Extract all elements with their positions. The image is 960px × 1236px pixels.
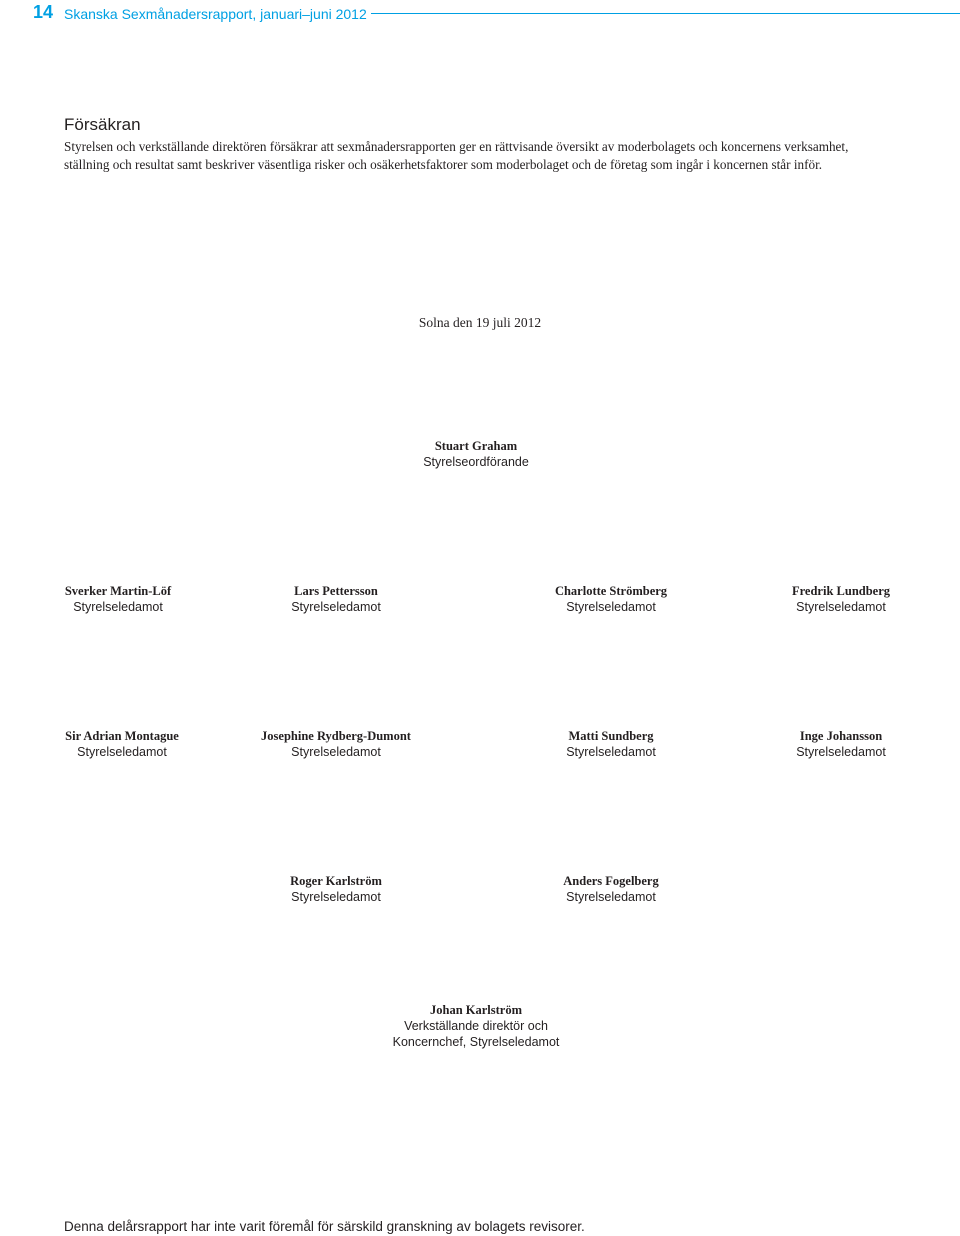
signatory-name: Sir Adrian Montague — [65, 729, 179, 743]
signatory-role: Styrelseordförande — [423, 455, 529, 469]
signature-block — [563, 873, 658, 905]
signatory-name: Charlotte Strömberg — [554, 584, 668, 598]
signatory-role: Styrelseledamot — [566, 745, 656, 759]
signatory-role: Styrelseledamot — [77, 745, 167, 759]
header-rule — [371, 13, 960, 14]
signatory-role: Styrelseledamot — [291, 890, 381, 904]
signatory-name: Inge Johansson — [799, 729, 883, 743]
signatory-role: Styrelseledamot — [796, 745, 886, 759]
signatory-name: Fredrik Lundberg — [791, 584, 891, 598]
signatory-role: Verkställande direktör och — [404, 1019, 548, 1033]
signatory-role: Styrelseledamot — [73, 600, 163, 614]
page-number: 14 — [33, 2, 54, 22]
signatory-name: Johan Karlström — [429, 1003, 523, 1017]
signature-block — [792, 583, 890, 615]
signature-block — [555, 583, 667, 615]
section-body: Styrelsen och verkställande direktören försäkrar att sexmånadersrapporten ger en rättvisande översikt av moderbolagets och koncernens verksamhet, ställning och resultat samt beskriver väsentliga risker och osäkerhetsfaktorer som moderbolaget och de företag som ingår i koncernen står inför. — [64, 139, 849, 172]
signature-block — [290, 873, 382, 905]
signature-block — [65, 728, 179, 760]
signature-block — [261, 728, 411, 760]
signature-block — [566, 728, 656, 760]
signatory-role: Styrelseledamot — [291, 600, 381, 614]
page-header — [0, 0, 960, 30]
report-title: Skanska Sexmånadersrapport, januari–juni 2012 — [64, 6, 367, 22]
signatory-name: Anders Fogelberg — [563, 874, 659, 888]
signature-block — [65, 583, 171, 615]
signatory-name: Lars Pettersson — [294, 584, 378, 598]
signatory-role: Koncernchef, Styrelseledamot — [392, 1035, 560, 1049]
signature-block — [291, 583, 381, 615]
signatory-role: Styrelseledamot — [566, 600, 656, 614]
signature-ceo — [393, 1002, 560, 1050]
signatory-role: Styrelseledamot — [291, 745, 381, 759]
signature-block — [796, 728, 886, 760]
signatory-name: Sverker Martin-Löf — [64, 584, 172, 598]
signatory-name: Roger Karlström — [290, 874, 382, 888]
assurance-section — [64, 113, 894, 174]
signatory-name: Stuart Graham — [434, 439, 518, 453]
signatory-role: Styrelseledamot — [566, 890, 656, 904]
signatory-role: Styrelseledamot — [796, 600, 886, 614]
signatory-name: Josephine Rydberg-Dumont — [261, 729, 411, 743]
section-heading: Försäkran — [64, 115, 141, 134]
place-date: Solna den 19 juli 2012 — [418, 315, 542, 330]
signatory-name: Matti Sundberg — [568, 729, 654, 743]
review-footnote: Denna delårsrapport har inte varit föremål för särskild granskning av bolagets revisorer. — [64, 1219, 585, 1234]
signature-chair — [423, 438, 529, 470]
